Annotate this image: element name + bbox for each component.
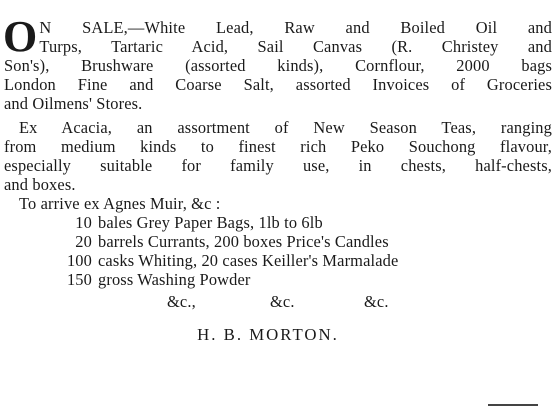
item-description: bales Grey Paper Bags, 1lb to 6lb: [98, 213, 323, 232]
list-item: [4, 251, 552, 270]
merchant-signature: H. B. MORTON.: [197, 325, 339, 344]
text-line: Son's), Brushware (assorted kinds), Cornflour, 2000 bags: [4, 56, 552, 75]
list-item: [4, 270, 552, 289]
text-line: London Fine and Coarse Salt, assorted Invoices of Groceries: [4, 75, 552, 94]
text-line: N SALE,—White Lead, Raw and Boiled Oil and: [39, 18, 552, 37]
item-quantity: 10: [75, 213, 92, 232]
text-line: and Oilmens' Stores.: [4, 94, 143, 113]
list-item: [4, 213, 552, 232]
text-line: Ex Acacia, an assortment of New Season Teas, ranging: [19, 118, 552, 137]
etcetera-row: [4, 292, 552, 311]
item-description: casks Whiting, 20 cases Keiller's Marmalade: [98, 251, 399, 270]
item-quantity: 100: [66, 251, 92, 270]
list-item: [4, 232, 552, 251]
divider-rule: [488, 404, 538, 406]
item-quantity: 20: [75, 232, 92, 251]
etcetera-text: &c.: [364, 292, 389, 311]
text-line: from medium kinds to finest rich Peko Souchong flavour,: [4, 137, 552, 156]
advertisement: [3, 12, 552, 344]
item-description: barrels Currants, 200 boxes Price's Candles: [98, 232, 389, 251]
paragraph-teas: [4, 118, 552, 194]
item-description: gross Washing Powder: [98, 270, 251, 289]
item-quantity: 150: [66, 270, 92, 289]
goods-list: [4, 213, 552, 289]
etcetera-text: &c.: [270, 292, 295, 311]
drop-cap: O: [3, 12, 38, 61]
text-line: and boxes.: [4, 175, 76, 194]
paragraph-on-sale: [3, 12, 552, 113]
text-line: especially suitable for family use, in chests, half-chests,: [4, 156, 552, 175]
text-line: Turps, Tartaric Acid, Sail Canvas (R. Christey and: [39, 37, 552, 56]
arrival-heading: To arrive ex Agnes Muir, &c :: [19, 194, 221, 213]
etcetera-text: &c.,: [167, 292, 196, 311]
